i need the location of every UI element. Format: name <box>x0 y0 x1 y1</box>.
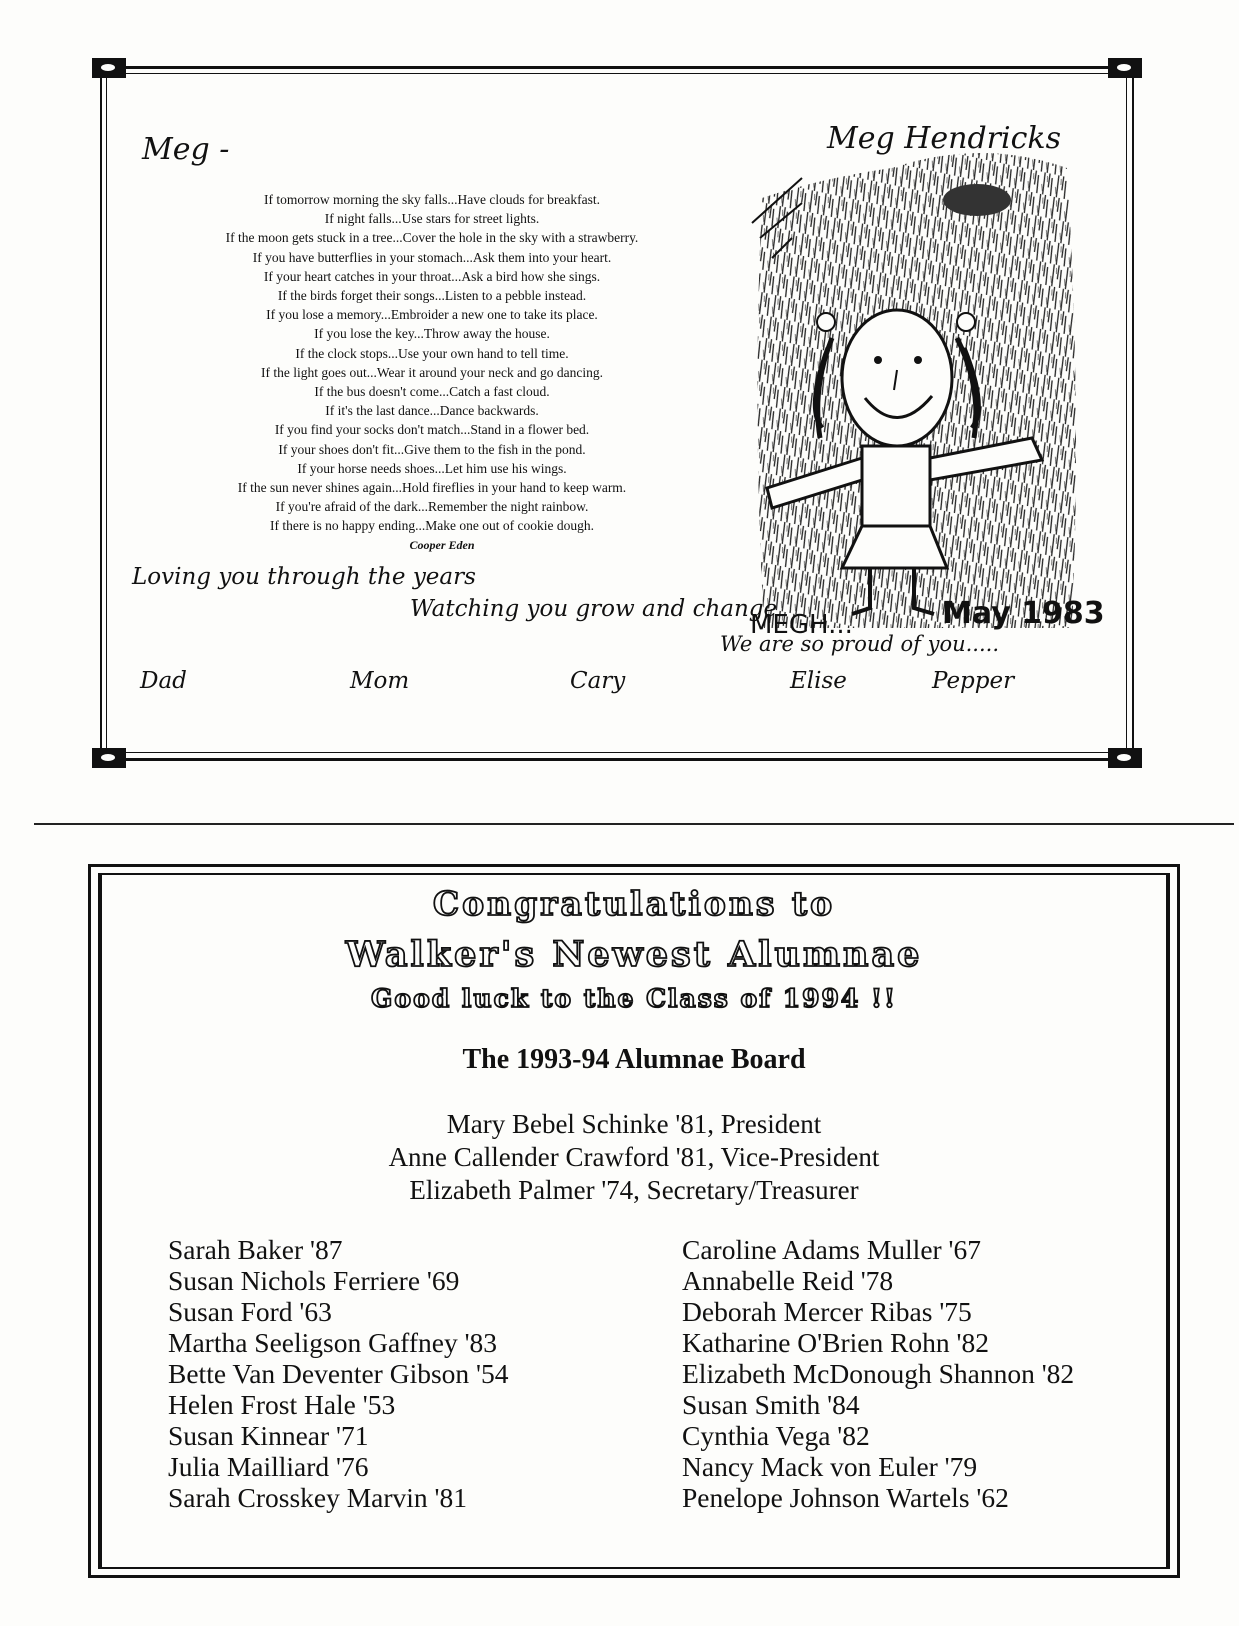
poem-line: If it's the last dance...Dance backwards. <box>325 403 539 419</box>
poem-line: If the moon gets stuck in a tree...Cover the hole in the sky with a strawberry. <box>225 230 639 246</box>
signature-cary: Cary <box>570 668 626 694</box>
member-name: Cynthia Vega '82 <box>682 1420 870 1451</box>
border-right-inner <box>1166 873 1170 1569</box>
member-name: Elizabeth McDonough Shannon '82 <box>682 1358 1075 1389</box>
frame-right-line-inner <box>1126 76 1127 748</box>
poem-line: If there is no happy ending...Make one out of cookie dough. <box>270 518 594 534</box>
left-eye <box>874 356 882 364</box>
member-name: Caroline Adams Muller '67 <box>682 1234 982 1265</box>
member-name: Annabelle Reid '78 <box>682 1265 894 1296</box>
member-name: Julia Mailliard '76 <box>168 1451 369 1482</box>
poem-line: If your heart catches in your throat...Ask a bird how she sings. <box>263 268 601 284</box>
face <box>842 310 952 446</box>
officer-president: Mary Bebel Schinke '81, President <box>446 1109 822 1139</box>
poem-line: If your shoes don't fit...Give them to the fish in the pond. <box>278 441 586 457</box>
member-name: Deborah Mercer Ribas '75 <box>682 1296 972 1327</box>
watching-line: Watching you grow and change <box>410 596 778 622</box>
member-name: Nancy Mack von Euler '79 <box>682 1451 978 1482</box>
officers-list <box>88 1108 1180 1207</box>
frame-right-line <box>1132 76 1134 748</box>
corner-ornament-tr <box>1108 58 1142 78</box>
border-left-inner <box>98 873 102 1569</box>
poem-line: If you find your socks don't match...Stand in a flower bed. <box>274 422 590 438</box>
member-name: Susan Kinnear '71 <box>168 1420 369 1451</box>
frame-bottom-line <box>112 758 1122 761</box>
member-name: Martha Seeligson Gaffney '83 <box>168 1327 498 1358</box>
member-name: Susan Nichols Ferriere '69 <box>168 1265 460 1296</box>
torso <box>862 446 930 526</box>
signature-dad: Dad <box>140 668 187 694</box>
border-top-inner <box>98 873 1170 875</box>
poem-line: If the bus doesn't come...Catch a fast cloud. <box>314 384 550 400</box>
poem-line: If the birds forget their songs...Listen to a pebble instead. <box>277 288 587 304</box>
member-name: Katharine O'Brien Rohn '82 <box>682 1327 989 1358</box>
border-top-outer <box>88 864 1180 867</box>
right-eye <box>914 356 922 364</box>
skirt <box>842 526 947 568</box>
alumnae-board-ad <box>88 864 1180 1578</box>
members-right-column <box>682 1234 1074 1513</box>
hair-bow-left <box>817 313 835 331</box>
member-name: Sarah Baker '87 <box>168 1234 343 1265</box>
member-name: Bette Van Deventer Gibson '54 <box>168 1358 509 1389</box>
family-tribute-ad <box>92 58 1142 768</box>
frame-top-line-inner <box>112 73 1122 74</box>
board-title: The 1993-94 Alumnae Board <box>462 1044 806 1075</box>
member-name: Sarah Crosskey Marvin '81 <box>168 1482 468 1513</box>
border-bottom-outer <box>88 1575 1180 1578</box>
drawing-caption-top: Meg Hendricks <box>827 121 1061 156</box>
poem-line: If night falls...Use stars for street lights. <box>324 211 540 227</box>
signature-pepper: Pepper <box>932 668 1015 694</box>
corner-ornament-tl <box>92 58 126 78</box>
poem-line: If your horse needs shoes...Let him use his wings. <box>297 460 567 476</box>
heading-newest-alumnae: Walker's Newest Alumnae <box>345 934 923 975</box>
signature-mom: Mom <box>350 668 410 694</box>
frame-left-line-inner <box>106 76 107 748</box>
loving-line: Loving you through the years <box>132 564 476 590</box>
poem-line: If you have butterflies in your stomach...Ask them into your heart. <box>252 249 612 265</box>
child-drawing <box>742 108 1105 648</box>
poem-line: If tomorrow morning the sky falls...Have clouds for breakfast. <box>264 192 600 207</box>
member-name: Susan Ford '63 <box>168 1296 332 1327</box>
officer-secretary-treasurer: Elizabeth Palmer '74, Secretary/Treasurer <box>409 1175 859 1205</box>
poem-line: If you lose the key...Throw away the house. <box>314 326 550 342</box>
cloud-scribble <box>943 184 1011 216</box>
page-divider <box>34 823 1234 825</box>
poem-line: If you lose a memory...Embroider a new one to take its place. <box>266 307 598 323</box>
drawing-date: May 1983 <box>942 596 1105 631</box>
corner-ornament-br <box>1108 748 1142 768</box>
poem-author: Cooper Eden <box>409 537 475 552</box>
heading-good-luck: Good luck to the Class of 1994 !! <box>371 984 897 1013</box>
proud-line: We are so proud of you..... <box>720 632 999 656</box>
poem-line: If the sun never shines again...Hold fireflies in your hand to keep warm. <box>237 480 627 496</box>
drawing-caption-bottom: MEGH... <box>750 610 853 640</box>
poem-line: If the clock stops...Use your own hand to tell time. <box>295 345 569 361</box>
poem-line: If you're afraid of the dark...Remember the night rainbow. <box>275 499 589 515</box>
members-left-column <box>168 1234 509 1513</box>
officer-vice-president: Anne Callender Crawford '81, Vice-President <box>388 1142 880 1172</box>
frame-bottom-line-inner <box>112 752 1122 753</box>
corner-ornament-bl <box>92 748 126 768</box>
frame-top-line <box>112 66 1122 69</box>
hair-bow-right <box>957 313 975 331</box>
frame-left-line <box>100 76 102 748</box>
member-name: Helen Frost Hale '53 <box>168 1389 396 1420</box>
member-name: Susan Smith '84 <box>682 1389 860 1420</box>
border-bottom-inner <box>98 1567 1170 1569</box>
member-name: Penelope Johnson Wartels '62 <box>682 1482 1009 1513</box>
signature-elise: Elise <box>790 668 847 694</box>
salutation: Meg - <box>142 132 230 167</box>
poem <box>152 190 712 554</box>
poem-line: If the light goes out...Wear it around your neck and go dancing. <box>261 364 603 380</box>
heading-congratulations: Congratulations to <box>432 884 836 923</box>
